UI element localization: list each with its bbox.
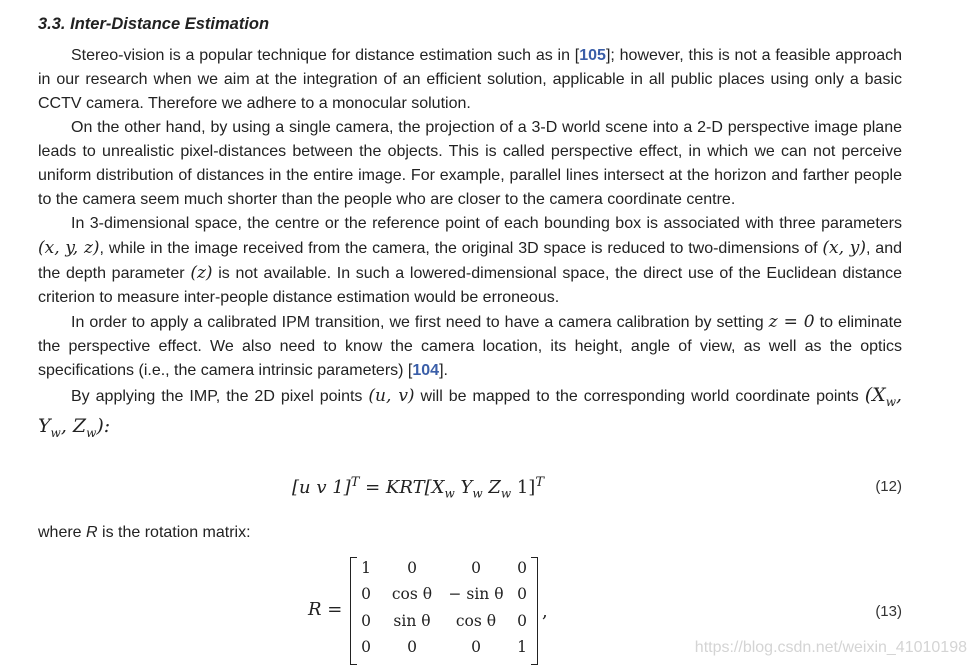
paragraph-imp-mapping (38, 383, 902, 445)
p1-text-a: Stereo-vision is a popular technique for distance estimation such as in [ (71, 47, 580, 64)
p4-text-b: to eliminate the perspective effect. We also need to know the camera location, its height, angle of view, as well as the optics specifications (i.e., the camera intrinsic parameters) [ (38, 314, 903, 379)
math-wc-4: ): (96, 414, 111, 437)
matrix-cell-r3-c1: 0 (361, 611, 371, 630)
math-uv: (u, v) (368, 386, 415, 406)
eq12-sup2: T (535, 474, 544, 490)
matrix-cell-r1-c4: 0 (517, 558, 527, 577)
citation-105-link[interactable]: 105 (579, 47, 606, 64)
equation-12-number: (12) (875, 477, 902, 495)
matrix-cell-r2-c3: − sin θ (448, 584, 504, 603)
matrix-label: R = (308, 598, 343, 620)
math-xy: (x, y) (822, 238, 867, 258)
where-text-b: is the rotation matrix: (97, 523, 251, 541)
eq12-mid: = KRT[X (359, 476, 445, 498)
eq12-sub2: w (472, 486, 483, 501)
matrix-cell-r1-c2: 0 (407, 558, 417, 577)
where-text-a: where (38, 523, 87, 541)
matrix-cell-r4-c2: 0 (407, 637, 417, 656)
citation-104-link[interactable]: 104 (412, 362, 440, 379)
matrix-cell-r4-c1: 0 (361, 637, 371, 656)
eq12-y: Y (454, 476, 473, 498)
matrix-cell-r3-c2: sin θ (393, 611, 431, 630)
matrix-cell-r2-c1: 0 (361, 584, 371, 603)
matrix-comma: , (542, 600, 548, 622)
p3-text-b: , while in the image received from the camera, the original 3D space is reduced to two-dimensions of (99, 240, 823, 257)
paragraph-3d-space (38, 212, 902, 310)
math-xyz: (x, y, z) (38, 238, 100, 258)
math-wc-sub2: w (50, 425, 61, 440)
math-z: (z) (190, 263, 213, 283)
p4-text-c: ]. (439, 362, 448, 379)
where-r-symbol: R (86, 523, 98, 541)
eq12-sub3: w (500, 486, 512, 501)
matrix-cell-r2-c4: 0 (517, 584, 527, 603)
rotation-matrix (350, 557, 538, 663)
eq12-end: 1] (511, 476, 536, 498)
paragraph-ipm-calibration (38, 310, 902, 383)
matrix-cell-r2-c2: cos θ (391, 584, 433, 603)
paragraph-where-r (38, 521, 902, 545)
p3-text-a: In 3-dimensional space, the centre or the reference point of each bounding box is associated with three parameters (71, 215, 902, 232)
math-z-equals-zero: z = 0 (768, 312, 815, 332)
matrix-cell-r3-c4: 0 (517, 611, 527, 630)
math-wc-sub1: w (885, 394, 896, 409)
matrix-cell-r3-c3: cos θ (455, 611, 497, 630)
matrix-cell-r4-c3: 0 (471, 637, 481, 656)
p4-text-a: In order to apply a calibrated IPM transition, we first need to have a camera calibration by setting (71, 314, 769, 331)
equation-13-number: (13) (875, 602, 902, 620)
article-body (38, 12, 902, 667)
equation-12 (38, 463, 902, 513)
p1-text-b: ]; however, this is not a feasible approach in our research when we aim at the integration of an efficient solution, applicable in all public places using only a basic CCTV camera. Therefore we adhere to a monocular solution. (38, 47, 902, 112)
paragraph-stereo-vision (38, 44, 902, 116)
eq12-z: Z (482, 476, 501, 498)
math-wc-2: , Y (38, 384, 903, 437)
math-wc-3: , Z (60, 414, 87, 437)
watermark-url: https://blog.csdn.net/weixin_41010198 (694, 639, 967, 656)
section-title: 3.3. Inter-Distance Estimation (38, 15, 270, 33)
p5-text-b: will be mapped to the corresponding world coordinate points (414, 388, 865, 405)
matrix-cell-r1-c1: 1 (361, 558, 371, 577)
p3-text-c: , and the depth parameter (38, 240, 903, 282)
equation-12-body (292, 475, 544, 501)
math-wc-1: (X (864, 384, 886, 406)
p5-text-a: By applying the IMP, the 2D pixel points (71, 388, 369, 405)
p3-text-d: is not available. In such a lowered-dimensional space, the direct use of the Euclidean distance criterion to measure inter-people distance estimation would be erroneous. (38, 265, 902, 306)
eq12-lhs: [u v 1] (292, 476, 351, 498)
eq12-sub1: w (444, 486, 455, 501)
matrix-cell-r4-c4: 1 (517, 637, 527, 656)
eq12-sup1: T (350, 474, 360, 490)
matrix-cell-r1-c3: 0 (471, 558, 481, 577)
paragraph-perspective-effect: On the other hand, by using a single camera, the projection of a 3-D world scene into a 2-D perspective image plane leads to unrealistic pixel-distances between the objects. This is called perspective effect, in which we can not perceive uniform distribution of distances in the entire image. For example, parallel lines intersect at the horizon and farther people to the camera seem much shorter than the people who are closer to the camera coordinate centre. (38, 119, 902, 208)
math-wc-sub3: w (86, 425, 97, 440)
